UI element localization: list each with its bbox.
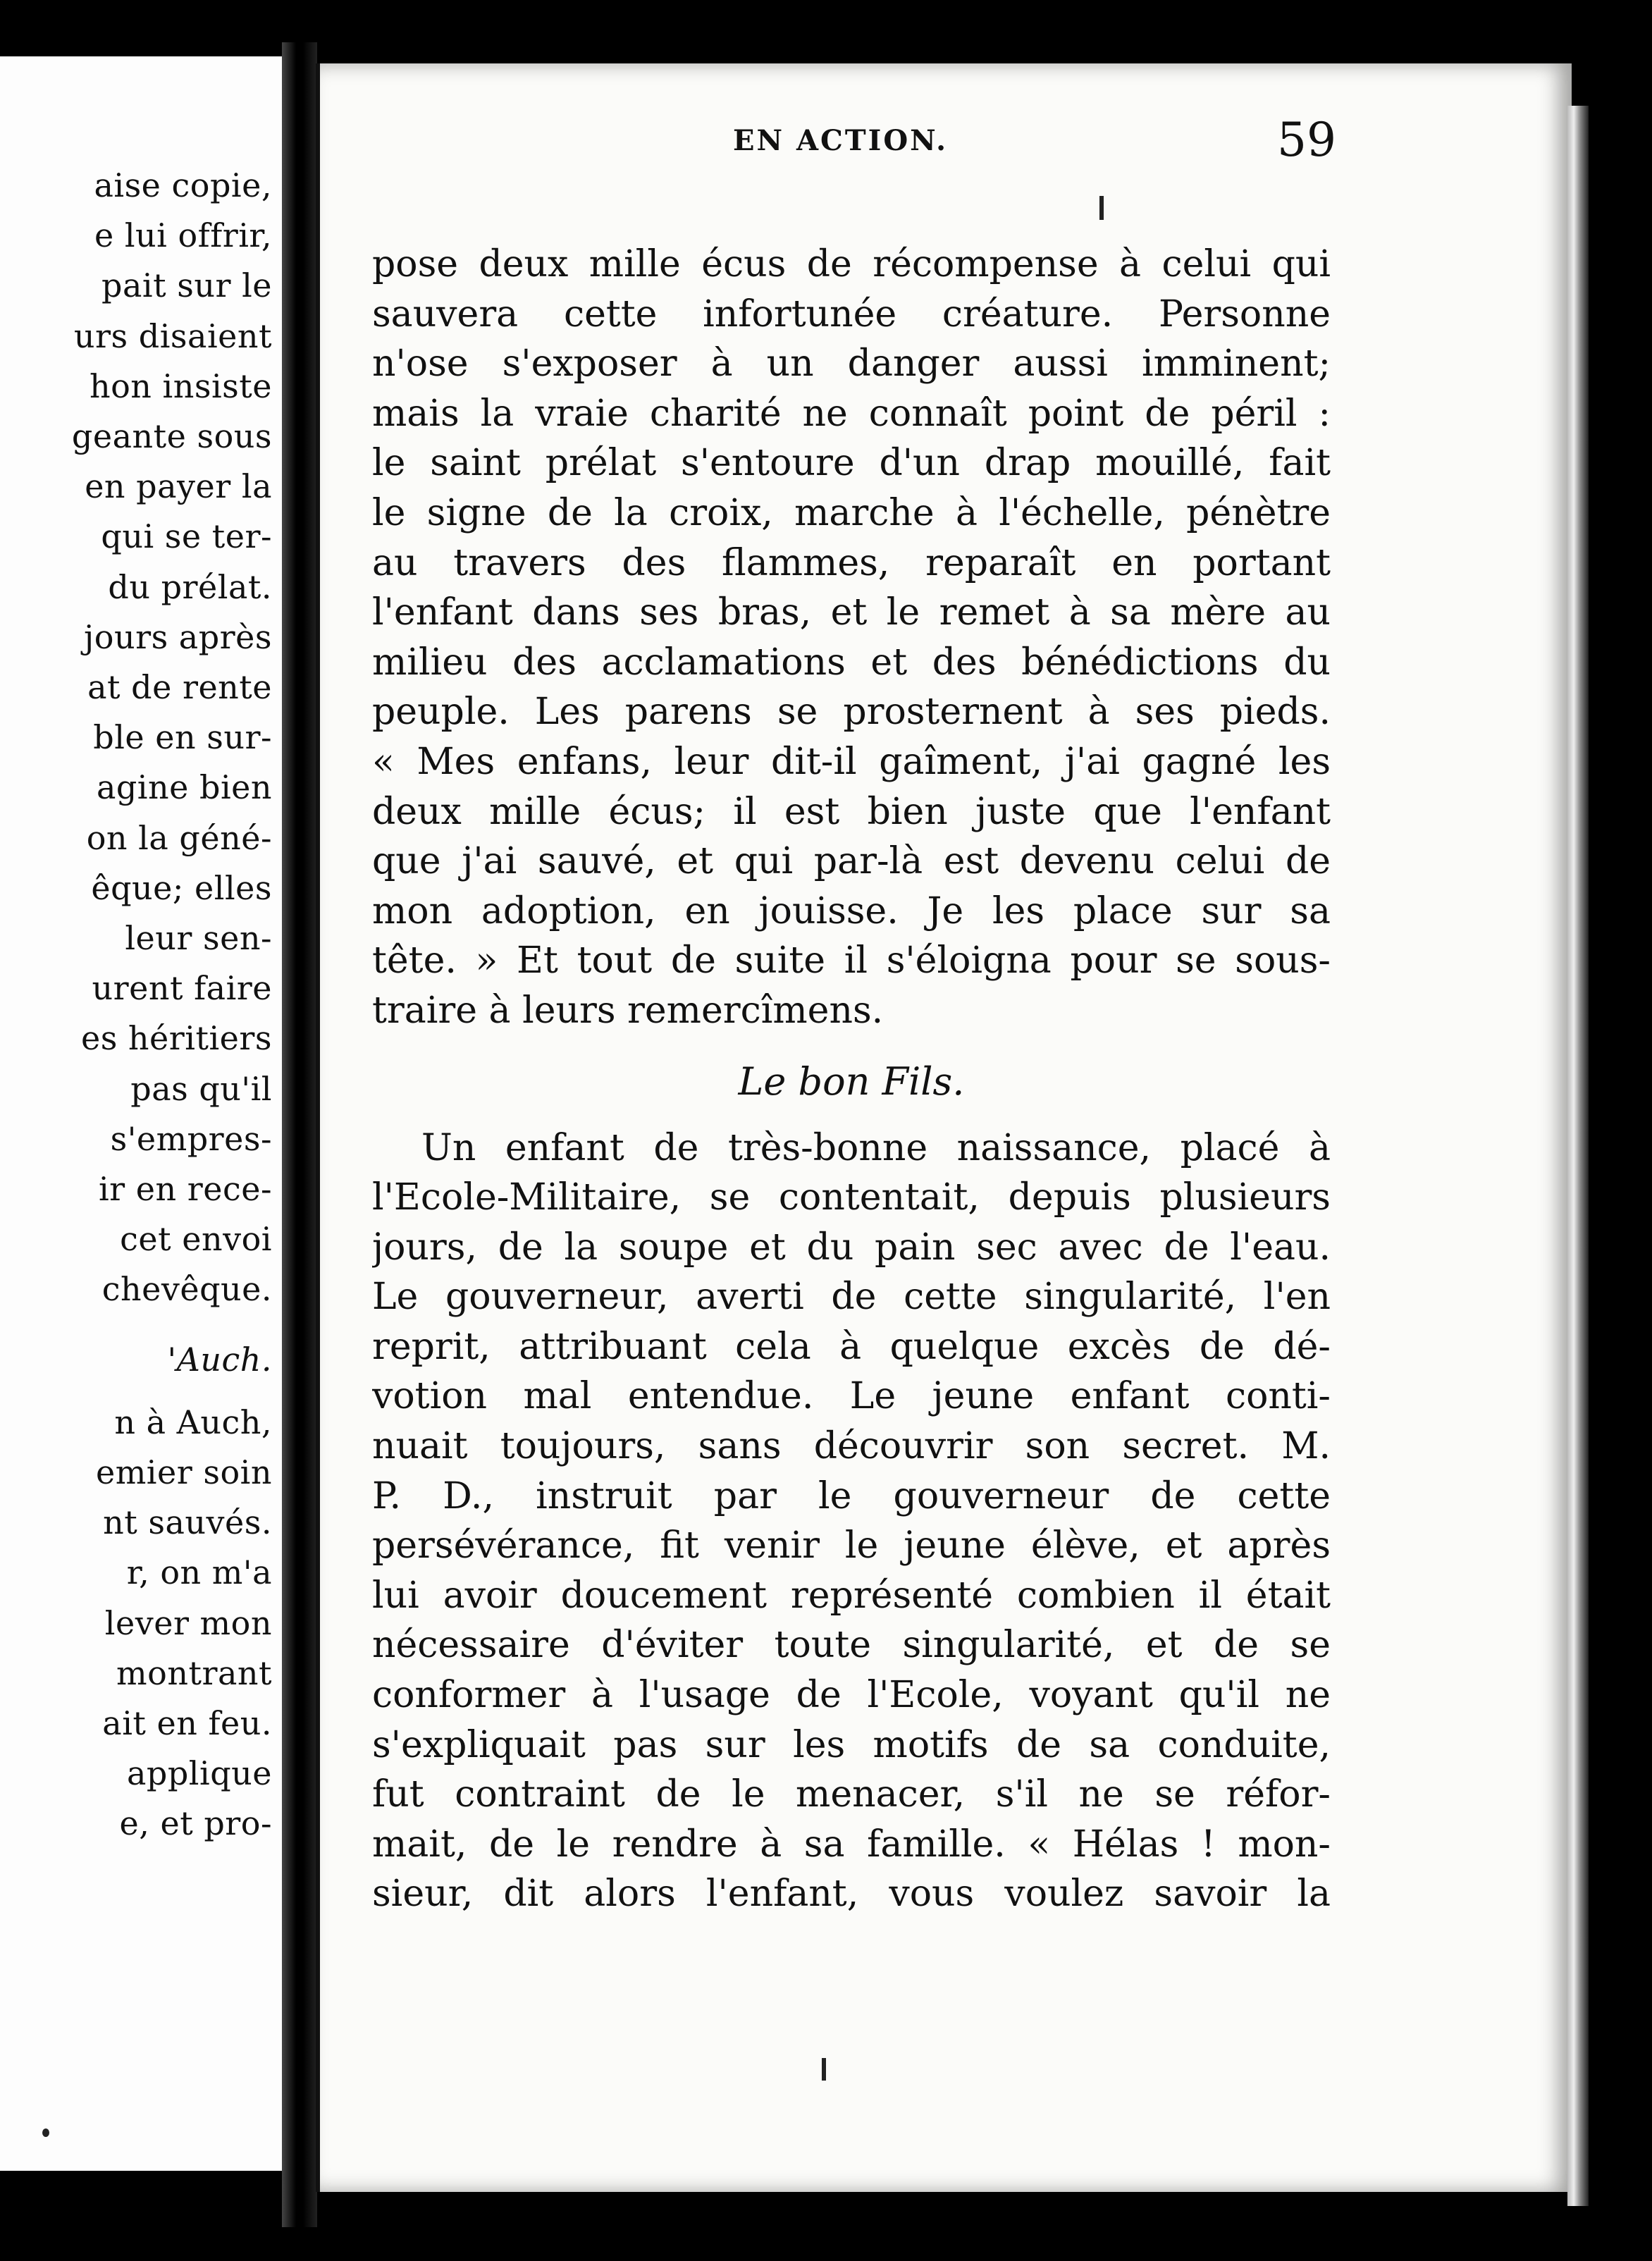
text-line: l'enfant dans ses bras, et le remet à sa mère au — [372, 591, 1331, 634]
text-line: mait, de le rendre à sa famille. « Hélas ! mon- — [372, 1823, 1331, 1866]
text-line: le saint prélat s'entoure d'un drap mouillé, fait — [372, 442, 1331, 485]
left-page-line: agine bien — [96, 768, 272, 807]
text-line: n'ose s'exposer à un danger aussi imminent; — [372, 343, 1331, 386]
left-page-line: emier soin — [95, 1453, 272, 1491]
text-line: pose deux mille écus de récompense à celui qui — [372, 243, 1331, 285]
running-head: EN ACTION. — [733, 124, 949, 157]
left-page-line: on la géné- — [86, 818, 272, 857]
page-number: 59 — [1277, 113, 1336, 167]
left-page-line: êque; elles — [91, 868, 272, 907]
left-page-fragment — [0, 56, 282, 2171]
text-line: nécessaire d'éviter toute singularité, et de se — [372, 1624, 1331, 1667]
margin-mark — [822, 2058, 826, 2081]
left-page-line: urs disaient — [73, 316, 272, 355]
left-page-line: urent faire — [92, 969, 272, 1008]
left-page-line: ir en rece- — [98, 1170, 272, 1208]
text-line: P. D., instruit par le gouverneur de cette — [372, 1474, 1331, 1517]
text-line: lui avoir doucement représenté combien il était — [372, 1574, 1331, 1617]
left-page-line: montrant — [116, 1653, 272, 1692]
left-page-line: s'empres- — [110, 1119, 272, 1158]
text-line: « Mes enfans, leur dit-il gaîment, j'ai gagné les — [372, 740, 1331, 783]
text-line: jours, de la soupe et du pain sec avec de l'eau. — [372, 1226, 1331, 1269]
text-line: s'expliquait pas sur les motifs de sa conduite, — [372, 1723, 1331, 1766]
section-heading: Le bon Fils. — [738, 1059, 965, 1104]
left-page-line: applique — [126, 1754, 272, 1793]
margin-dot — [42, 2128, 49, 2137]
text-line: conformer à l'usage de l'Ecole, voyant qu'il ne — [372, 1674, 1331, 1717]
left-page-line: hon insiste — [89, 366, 272, 405]
left-page-line: nt sauvés. — [103, 1503, 272, 1542]
text-line: au travers des flammes, reparaît en portant — [372, 541, 1331, 584]
left-page-line: e, et pro- — [119, 1804, 272, 1843]
margin-mark — [1099, 196, 1104, 220]
left-page-line: ait en feu. — [102, 1704, 272, 1742]
text-line: milieu des acclamations et des bénédictions du — [372, 641, 1331, 684]
left-page-line: cet envoi — [120, 1220, 272, 1259]
text-line: l'Ecole-Militaire, se contentait, depuis plusieurs — [372, 1176, 1331, 1219]
text-line: le signe de la croix, marche à l'échelle, pénètre — [372, 491, 1331, 534]
left-page-line: ble en sur- — [93, 718, 272, 757]
left-page-line: lever mon — [104, 1603, 272, 1642]
text-line: votion mal entendue. Le jeune enfant conti- — [372, 1375, 1331, 1418]
text-line: sieur, dit alors l'enfant, vous voulez savoir la — [372, 1873, 1331, 1916]
text-line: sauvera cette infortunée créature. Personne — [372, 292, 1331, 335]
left-page-line: du prélat. — [108, 567, 272, 606]
page-text — [372, 240, 1331, 1919]
book-gutter — [282, 42, 317, 2227]
text-line: persévérance, fit venir le jeune élève, et après — [372, 1524, 1331, 1567]
text-line: Le gouverneur, averti de cette singularité, l'en — [372, 1276, 1331, 1319]
text-line: tête. » Et tout de suite il s'éloigna pour se sous- — [372, 939, 1331, 982]
text-line: reprit, attribuant cela à quelque excès de dé- — [372, 1325, 1331, 1368]
text-line: deux mille écus; il est bien juste que l'enfant — [372, 790, 1331, 833]
left-page-line: n à Auch, — [114, 1403, 272, 1441]
left-page-line: aise copie, — [94, 166, 272, 204]
left-page-line: r, on m'a — [126, 1553, 272, 1592]
text-line: traire à leurs remercîmens. — [372, 989, 884, 1032]
text-line: fut contraint de le menacer, s'il ne se réfor- — [372, 1773, 1331, 1816]
text-line: mais la vraie charité ne connaît point de péril : — [372, 392, 1331, 435]
text-line: que j'ai sauvé, et qui par-là est devenu celui de — [372, 840, 1331, 883]
left-page-line: 'Auch. — [167, 1340, 272, 1379]
left-page-line: es héritiers — [80, 1019, 272, 1058]
left-page-line: qui se ter- — [101, 517, 272, 556]
left-page-line: chevêque. — [101, 1270, 272, 1309]
left-page-line: e lui offrir, — [94, 216, 272, 255]
left-page-line: at de rente — [87, 668, 272, 706]
left-page-line: pas qu'il — [130, 1069, 272, 1108]
text-line: Un enfant de très-bonne naissance, placé à — [421, 1126, 1331, 1169]
text-line: nuait toujours, sans découvrir son secret. M. — [372, 1425, 1331, 1468]
text-line: mon adoption, en jouisse. Je les place sur sa — [372, 889, 1331, 932]
paragraph-2 — [372, 1123, 1331, 1920]
left-page-line: leur sen- — [125, 919, 272, 957]
left-page-line: en payer la — [85, 467, 272, 506]
left-page-line: geante sous — [71, 417, 272, 455]
paragraph-1 — [372, 240, 1331, 1036]
left-page-line: pait sur le — [101, 266, 272, 305]
left-page-line: jours après — [84, 617, 272, 656]
page-edge — [1567, 106, 1589, 2206]
text-line: peuple. Les parens se prosternent à ses pieds. — [372, 691, 1331, 734]
